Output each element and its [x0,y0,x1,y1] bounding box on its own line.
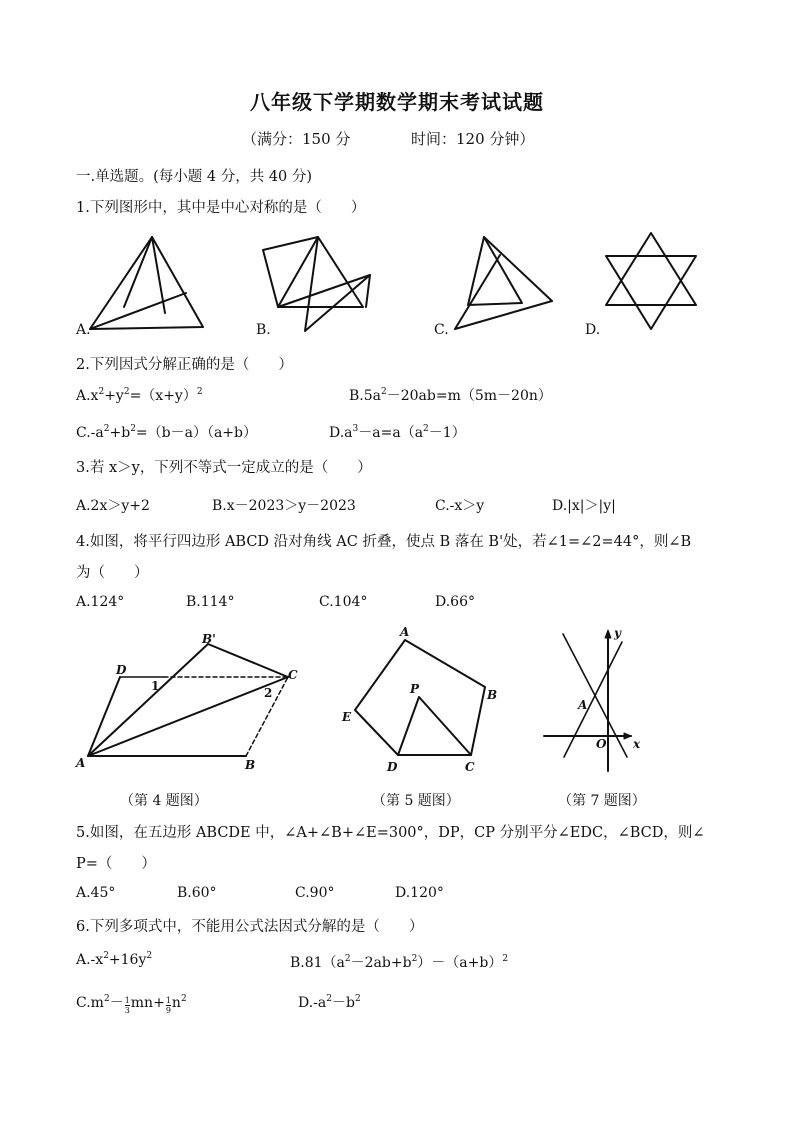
fig4-label-angle1: 1 [151,679,160,693]
q6-fraction-one-ninth: $\frac{1}{9}$ [165,996,171,1015]
page-title: 八年级下学期数学期末考试试题 [250,90,544,114]
q2-option-d: $D.a^3-a=a(a^2-1)$ [329,424,466,441]
fig7-label-x: x [633,737,641,751]
fig4-label-d: D [116,663,127,677]
fig4-label-c: C [288,668,298,682]
q6-stem: 6.下列多项式中，不能用公式法因式分解的是（ ） [76,919,424,935]
q6-option-c: $C.m^2-$ $\frac{1}{3}$ mn+ $\frac{1}{9}$ $n^2$ [76,994,187,1015]
fig5-pentagon [341,625,497,774]
fig5-label-p: P [410,682,420,696]
q1-label-d: D. [585,322,601,338]
q5-option-a: A.45° [76,885,116,901]
q1-figure-a [90,237,203,329]
q3-option-d: D.|x|＞|y| [552,498,616,514]
fig5-label-a: A [400,625,410,639]
q2-option-b: $B.5a^2-20ab=m(5m-20n)$ [349,387,552,404]
fig4-parallelogram [75,632,298,772]
q4-stem-line1: 4.如图，将平行四边形 ABCD 沿对角线 AC 折叠，使点 B 落在 B'处，若∠1=∠2=44°，则∠B [76,534,692,550]
q6-option-d: $D.-a^2-b^2$ [298,994,361,1011]
q6-fraction-one-third: $\frac{1}{3}$ [124,996,130,1015]
fig5-label-e: E [342,710,352,724]
q2-option-c: $C.-a^2+b^2=(b-a)(a+b)$ [76,424,257,441]
q3-option-a: A.2x＞y+2 [76,498,150,514]
q6-option-b: $B.81(a^2-2ab+b^2)-(a+b)^2$ [290,954,509,971]
q4-option-a: A.124° [76,594,125,610]
q1-stem: 1.下列图形中，其中是中心对称的是（ ） [76,200,366,216]
q3-option-b: B.x－2023＞y－2023 [212,498,356,514]
fig5-label-c: C [465,760,475,774]
time-info: 时间：120 分钟） [411,130,535,148]
score-info: （满分：150 分 [242,130,351,148]
q6-option-a: $A.-x^2+16y^2$ [76,951,153,968]
q4-option-b: B.114° [186,594,235,610]
q1-label-c: C. [434,322,449,338]
fig4-caption: （第 4 题图） [120,793,208,809]
fig5-label-d: D [387,760,398,774]
figures-row [0,620,794,780]
q3-option-c: C.-x＞y [435,498,485,514]
q5-stem-line2: P=（ ） [76,856,156,872]
q1-figure-c [455,237,552,329]
q2-stem: 2.下列因式分解正确的是（ ） [76,357,293,373]
q1-label-b: B. [256,322,271,338]
q5-stem-line1: 5.如图，在五边形 ABCDE 中，∠A+∠B+∠E=300°，DP，CP 分别平分∠EDC，∠BCD，则∠ [76,825,705,841]
section-heading: 一.单选题。(每小题 4 分，共 40 分) [76,169,313,185]
q5-option-d: D.120° [395,885,444,901]
q2-option-a: $A.x^2+y^2=(x+y)^2$ [76,387,203,404]
fig5-label-b: B [487,688,498,702]
q1-label-a: A. [76,322,91,338]
fig7-label-o: O [596,737,607,751]
fig4-label-bprime: B' [202,632,216,646]
q4-option-d: D.66° [435,594,475,610]
q1-figure-b [263,237,370,331]
fig7-caption: （第 7 题图） [558,793,646,809]
fig4-label-angle2: 2 [264,686,273,700]
fig7-coordinate-plane [544,626,641,771]
fig7-label-a: A [578,698,588,712]
q5-option-b: B.60° [177,885,217,901]
fig4-label-b: B [245,758,256,772]
q4-option-c: C.104° [319,594,368,610]
q1-figures [0,225,794,340]
q5-option-c: C.90° [295,885,335,901]
fig7-label-y: y [614,626,621,640]
q4-stem-line2: 为（ ） [76,565,149,581]
fig4-label-a: A [76,756,86,770]
fig5-caption: （第 5 题图） [372,793,460,809]
q3-stem: 3.若 x＞y，下列不等式一定成立的是（ ） [76,460,372,476]
q1-figure-d-hexagram [606,233,696,329]
